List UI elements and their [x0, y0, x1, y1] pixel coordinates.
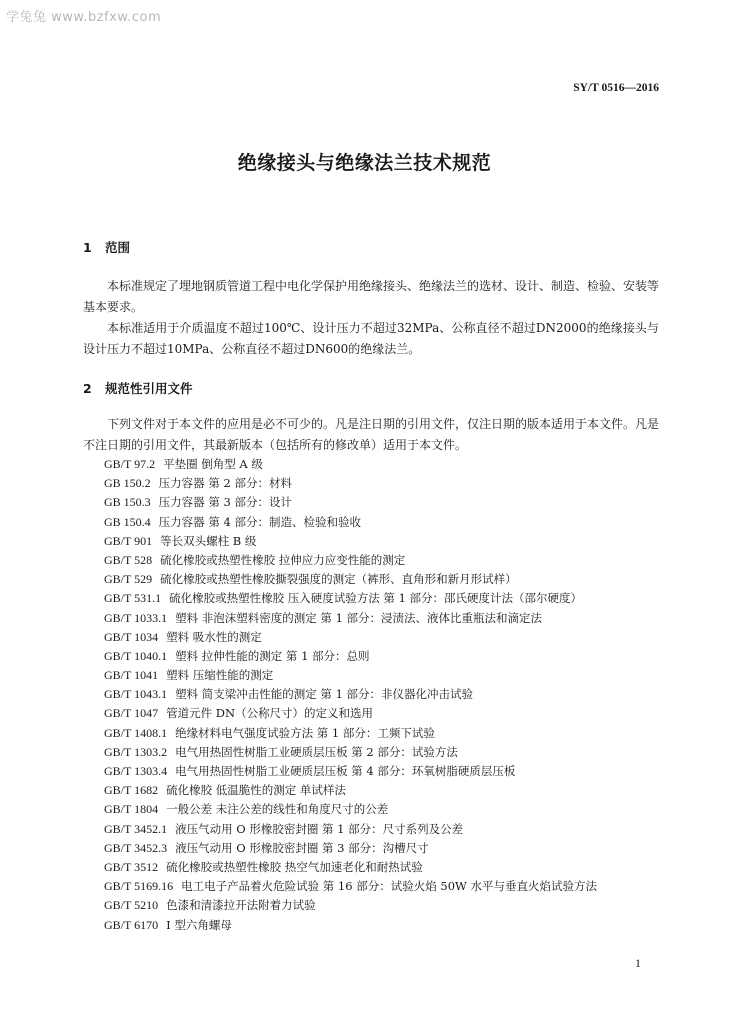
reference-title: 塑料 非泡沫塑料密度的测定 第 1 部分：浸渍法、液体比重瓶法和滴定法 [175, 610, 543, 625]
reference-title: 平垫圈 倒角型 A 级 [163, 457, 263, 471]
section-title: 规范性引用文件 [105, 381, 193, 396]
reference-title: 电气用热固性树脂工业硬质层压板 第 4 部分：环氧树脂硬质层压板 [175, 764, 516, 778]
reference-code: GB/T 3512 [104, 859, 159, 874]
reference-item [104, 551, 664, 570]
reference-item [104, 820, 664, 839]
reference-title: 塑料 简支梁冲击性能的测定 第 1 部分：非仪器化冲击试验 [175, 687, 474, 702]
reference-code: GB/T 1034 [104, 629, 159, 644]
reference-list [104, 455, 664, 935]
reference-title: 压力容器 第 3 部分：设计 [158, 495, 292, 510]
reference-code: GB/T 5210 [104, 898, 159, 913]
reference-code: GB/T 1043.1 [104, 687, 168, 702]
reference-code: GB/T 1303.4 [104, 764, 168, 778]
reference-title: 硫化橡胶或热塑性橡胶 拉伸应力应变性能的测定 [160, 552, 406, 567]
reference-title: 绝缘材料电气强度试验方法 第 1 部分：工频下试验 [175, 725, 435, 740]
reference-item [104, 570, 664, 589]
reference-item [104, 858, 664, 877]
reference-title: 电工电子产品着火危险试验 第 16 部分：试验火焰 50W 水平与垂直火焰试验方法 [181, 879, 597, 894]
references-intro-paragraph: 下列文件对于本文件的应用是必不可少的。凡是注日期的引用文件，仅注日期的版本适用于本文件。凡是不注日期的引用文件，其最新版本（包括所有的修改单）适用于本文件。 [83, 417, 660, 452]
reference-item [104, 704, 664, 723]
reference-title: 电气用热固性树脂工业硬质层压板 第 2 部分：试验方法 [175, 744, 458, 759]
reference-code: GB/T 1804 [104, 802, 159, 817]
reference-code: GB/T 3452.1 [104, 821, 168, 836]
reference-code: GB/T 1408.1 [104, 725, 168, 740]
reference-item [104, 532, 664, 551]
page-title: 绝缘接头与绝缘法兰技术规范 [237, 152, 492, 174]
reference-code: GB/T 1303.2 [104, 744, 168, 759]
reference-code: GB 150.3 [104, 495, 151, 510]
reference-item [104, 916, 664, 935]
reference-title: 一般公差 未注公差的线性和角度尺寸的公差 [166, 802, 389, 817]
reference-code: GB/T 901 [104, 533, 153, 548]
reference-item [104, 455, 664, 474]
reference-title: 液压气动用 O 形橡胶密封圈 第 1 部分：尺寸系列及公差 [175, 821, 464, 836]
reference-title: 硫化橡胶或热塑性橡胶 压入硬度试验方法 第 1 部分：邵氏硬度计法（邵尔硬度） [169, 591, 583, 606]
reference-item [104, 685, 664, 704]
reference-title: 塑料 压缩性能的测定 [166, 668, 274, 683]
reference-item [104, 781, 664, 800]
reference-code: GB/T 5169.16 [104, 879, 174, 894]
reference-title: I 型六角螺母 [166, 917, 232, 932]
reference-code: GB 150.2 [104, 476, 151, 491]
reference-title: 色漆和清漆拉开法附着力试验 [166, 898, 316, 913]
reference-item [104, 839, 664, 858]
reference-title: 等长双头螺柱 B 级 [160, 533, 257, 548]
reference-code: GB/T 1047 [104, 706, 159, 721]
section-number: 1 [83, 240, 92, 255]
scope-paragraph-1: 本标准规定了埋地钢质管道工程中电化学保护用绝缘接头、绝缘法兰的选材、设计、制造、检验、安装等基本要求。 [83, 279, 660, 314]
reference-item [104, 628, 664, 647]
reference-code: GB/T 1040.1 [104, 648, 168, 663]
section-heading-references [83, 379, 193, 397]
reference-title: 压力容器 第 4 部分：制造、检验和验收 [158, 514, 361, 529]
reference-title: 塑料 拉伸性能的测定 第 1 部分：总则 [175, 648, 370, 663]
reference-item [104, 513, 664, 532]
standard-code: SY/T 0516—2016 [573, 82, 659, 94]
reference-item [104, 474, 664, 493]
reference-title: 压力容器 第 2 部分：材料 [158, 476, 292, 491]
reference-item [104, 743, 664, 762]
reference-item [104, 877, 664, 896]
reference-code: GB/T 1033.1 [104, 610, 168, 625]
reference-item [104, 762, 664, 781]
reference-code: GB/T 531.1 [104, 591, 162, 606]
reference-title: 硫化橡胶或热塑性橡胶 热空气加速老化和耐热试验 [166, 859, 423, 874]
section-number: 2 [83, 381, 92, 396]
reference-item [104, 800, 664, 819]
reference-title: 液压气动用 O 形橡胶密封圈 第 3 部分：沟槽尺寸 [175, 840, 429, 855]
page-number: 1 [635, 956, 641, 970]
section-heading-scope [83, 238, 130, 256]
reference-code: GB/T 529 [104, 572, 153, 587]
reference-code: GB 150.4 [104, 514, 151, 529]
reference-item [104, 493, 664, 512]
reference-item [104, 589, 664, 608]
reference-code: GB/T 528 [104, 552, 153, 567]
reference-code: GB/T 1041 [104, 668, 159, 683]
watermark-text: 学兔兔 www.bzfxw.com [6, 10, 162, 25]
scope-paragraph-2: 本标准适用于介质温度不超过100℃、设计压力不超过32MPa、公称直径不超过DN2000的绝缘接头与设计压力不超过10MPa、公称直径不超过DN600的绝缘法兰。 [83, 321, 659, 356]
section-title: 范围 [105, 240, 131, 255]
reference-title: 塑料 吸水性的测定 [166, 629, 262, 644]
reference-item [104, 647, 664, 666]
reference-title: 管道元件 DN（公称尺寸）的定义和选用 [166, 706, 374, 721]
reference-item [104, 609, 664, 628]
reference-item [104, 724, 664, 743]
reference-item [104, 896, 664, 915]
reference-code: GB/T 1682 [104, 783, 159, 798]
reference-item [104, 666, 664, 685]
reference-title: 硫化橡胶 低温脆性的测定 单试样法 [166, 783, 346, 798]
reference-code: GB/T 6170 [104, 917, 159, 932]
reference-code: GB/T 3452.3 [104, 840, 168, 855]
reference-title: 硫化橡胶或热塑性橡胶撕裂强度的测定（裤形、直角形和新月形试样） [160, 572, 517, 587]
reference-code: GB/T 97.2 [104, 457, 156, 471]
